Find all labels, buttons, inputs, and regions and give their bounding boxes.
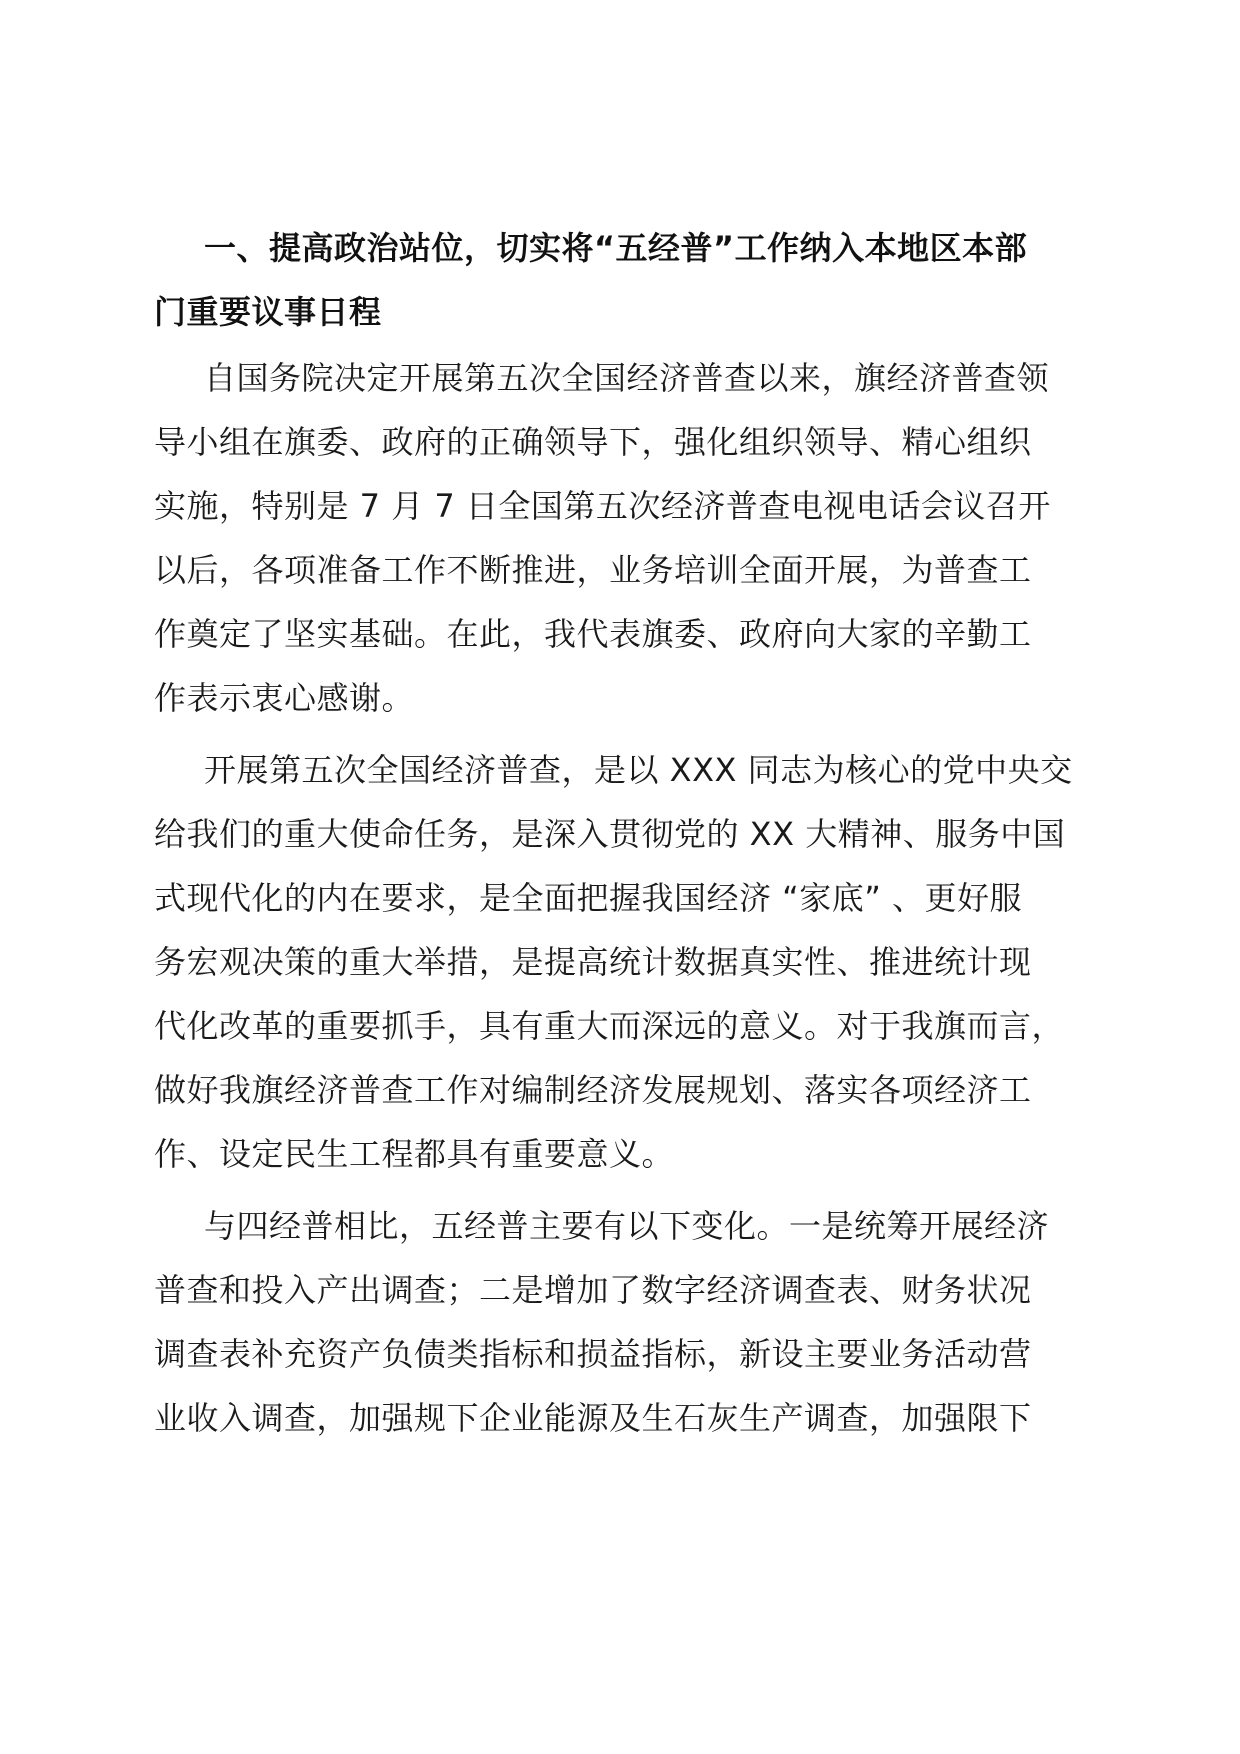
document-body [154, 216, 1094, 1450]
paragraph-line: 务宏观决策的重大举措，是提高统计数据真实性、推进统计现 [154, 943, 1032, 981]
paragraph-line: 做好我旗经济普查工作对编制经济发展规划、落实各项经济工 [154, 1071, 1032, 1109]
section-heading [154, 216, 1094, 344]
paragraph-line: 式现代化的内在要求，是全面把握我国经济 “家底” 、更好服 [154, 879, 1023, 917]
paragraph [154, 1194, 1094, 1450]
paragraph-line: 代化改革的重要抓手，具有重大而深远的意义。对于我旗而言， [154, 1007, 1065, 1045]
paragraph [154, 738, 1094, 1186]
paragraph-line: 以后，各项准备工作不断推进，业务培训全面开展，为普查工 [154, 551, 1032, 589]
paragraph [154, 346, 1094, 730]
paragraph-line: 普查和投入产出调查；二是增加了数字经济调查表、财务状况 [154, 1271, 1032, 1309]
paragraph-line: 自国务院决定开展第五次全国经济普查以来，旗经济普查领 [204, 359, 1050, 397]
paragraph-line: 给我们的重大使命任务，是深入贯彻党的 XX 大精神、服务中国 [154, 815, 1066, 853]
paragraph-line: 实施，特别是 7 月 7 日全国第五次经济普查电视电话会议召开 [154, 487, 1051, 525]
paragraph-line: 作表示衷心感谢。 [154, 679, 415, 717]
heading-line: 一、提高政治站位，切实将“五经普”工作纳入本地区本部 [204, 229, 1028, 267]
paragraph-line: 导小组在旗委、政府的正确领导下，强化组织领导、精心组织 [154, 423, 1032, 461]
paragraph-line: 业收入调查，加强规下企业能源及生石灰生产调查，加强限下 [154, 1399, 1032, 1437]
paragraph-line: 与四经普相比，五经普主要有以下变化。一是统筹开展经济 [204, 1207, 1050, 1245]
paragraph-line: 作奠定了坚实基础。在此，我代表旗委、政府向大家的辛勤工 [154, 615, 1032, 653]
paragraph-line: 开展第五次全国经济普查，是以 XXX 同志为核心的党中央交 [204, 751, 1073, 789]
heading-line: 门重要议事日程 [154, 293, 382, 331]
paragraph-line: 调查表补充资产负债类指标和损益指标，新设主要业务活动营 [154, 1335, 1032, 1373]
paragraph-line: 作、设定民生工程都具有重要意义。 [154, 1135, 675, 1173]
